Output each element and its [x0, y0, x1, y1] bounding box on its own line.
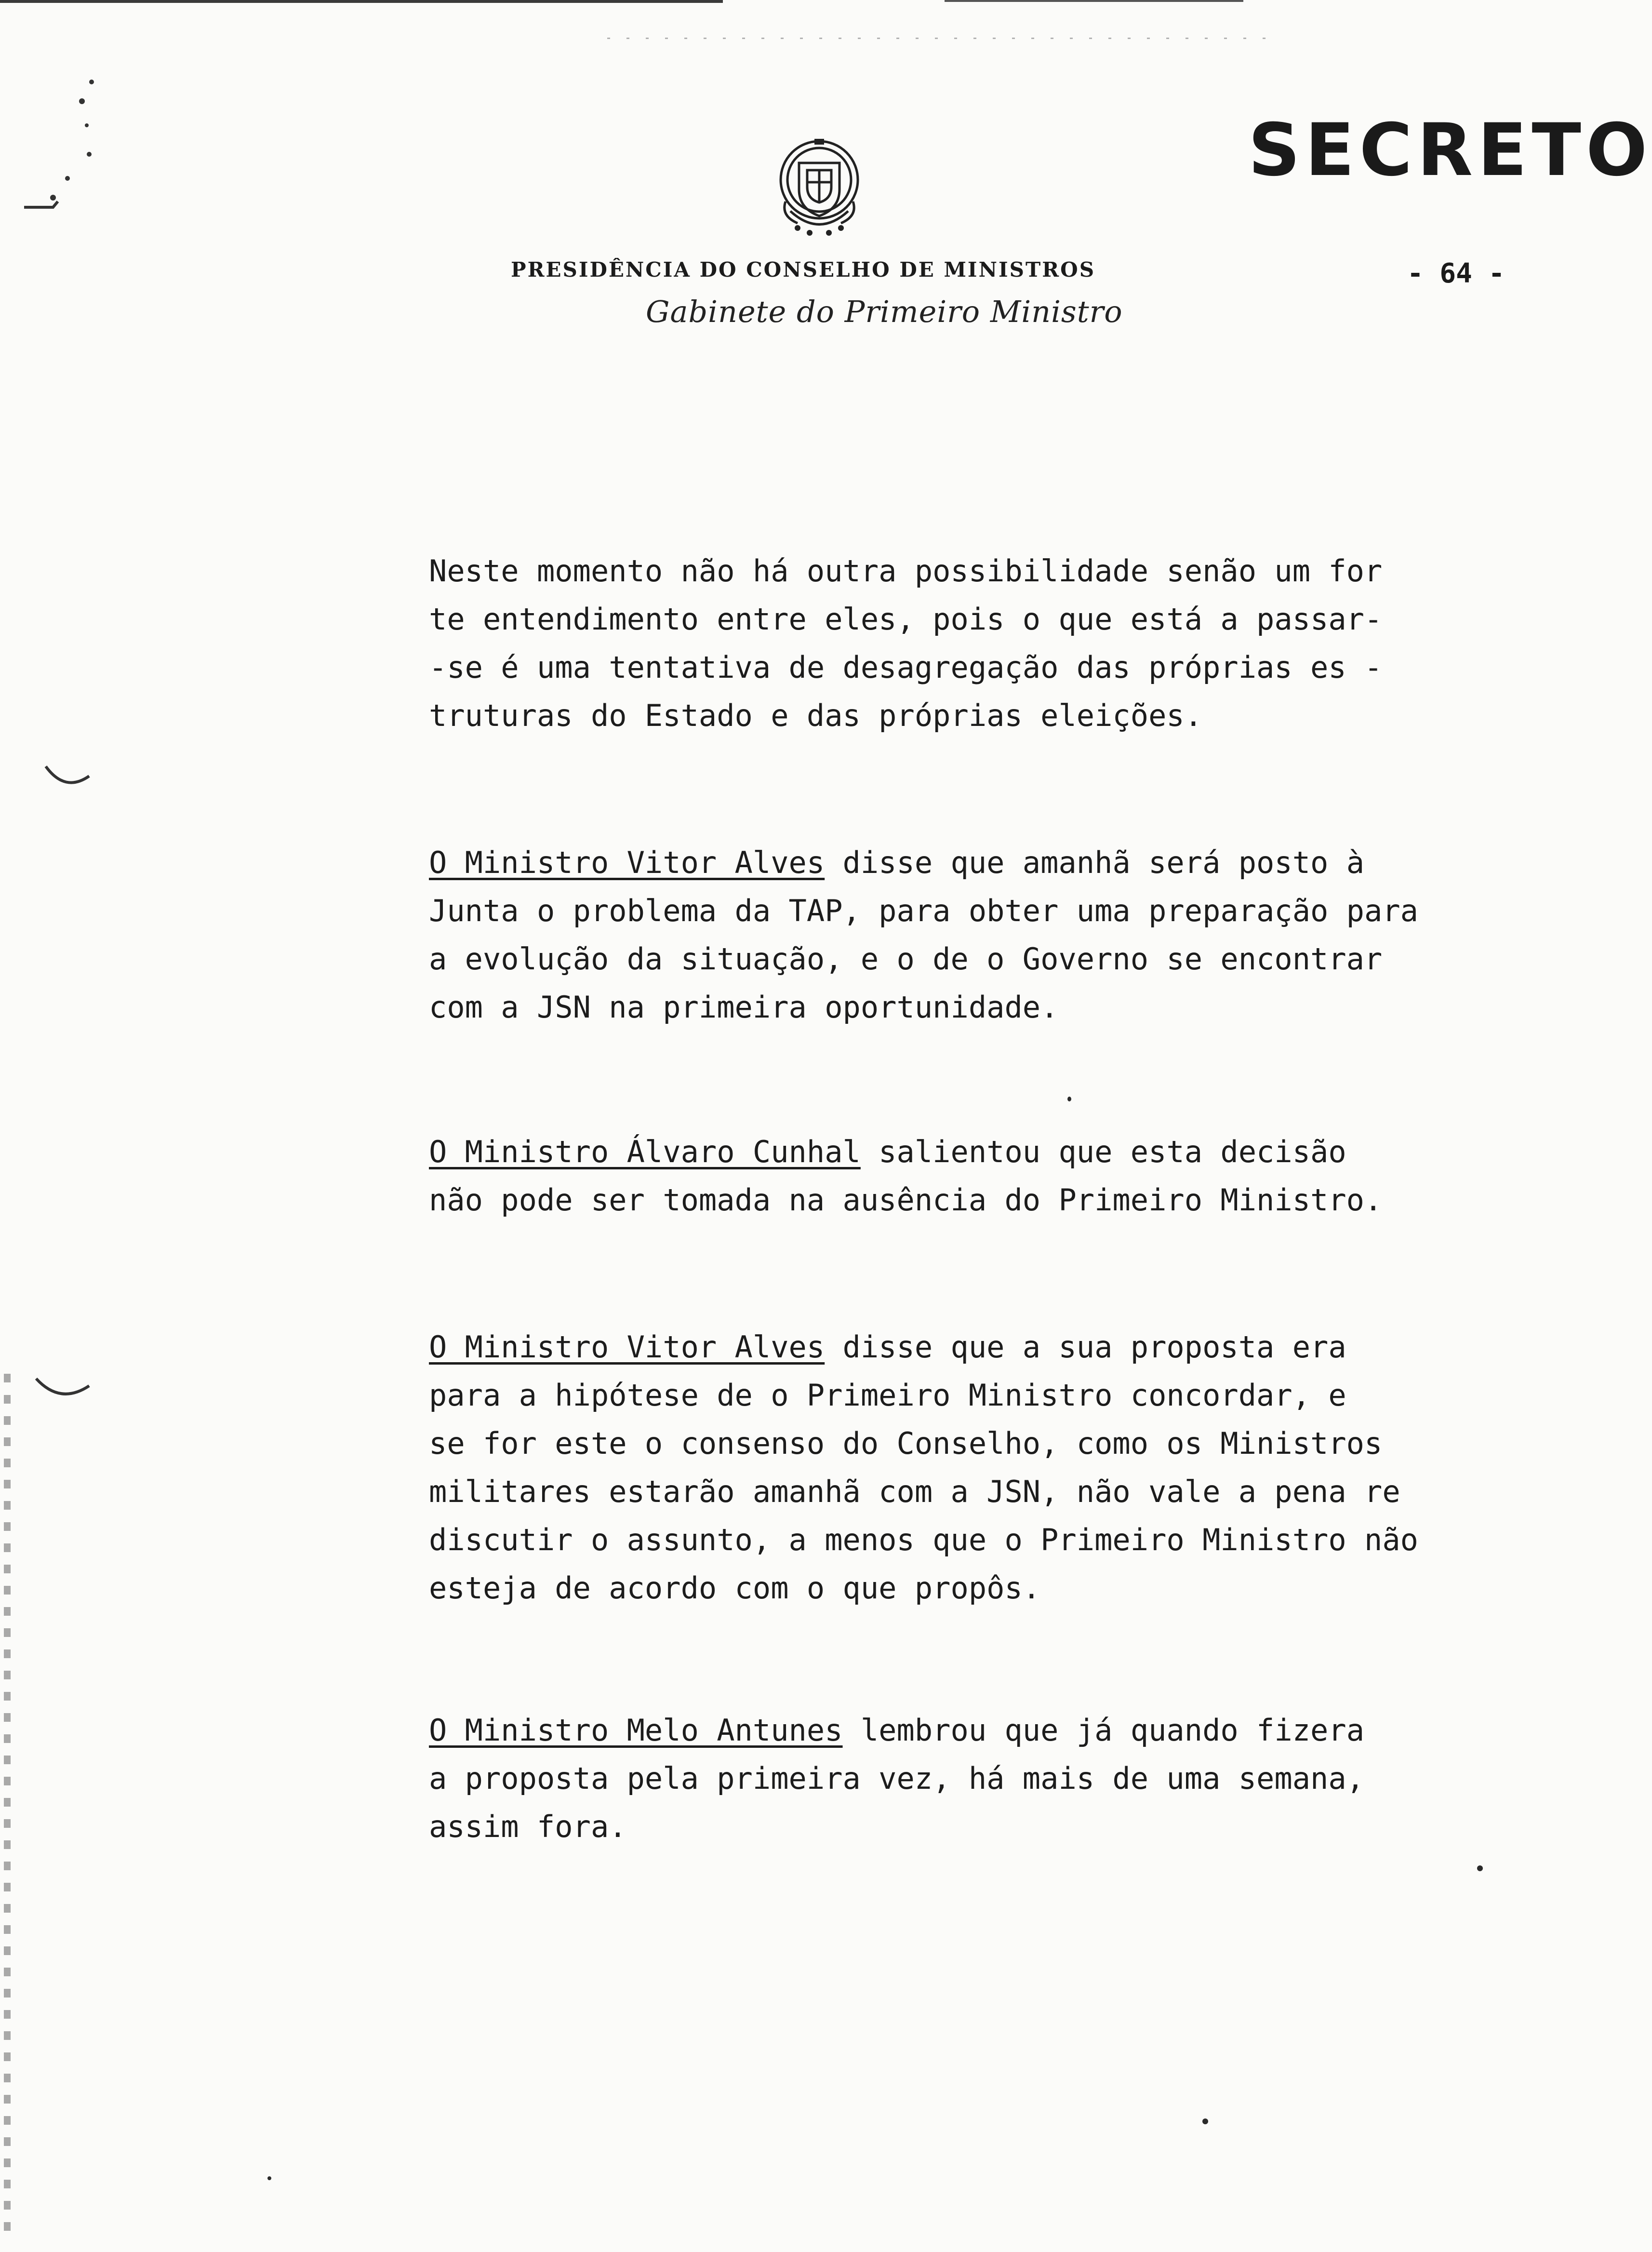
scan-noise [607, 38, 1272, 39]
text-line [429, 1323, 1504, 1371]
classification-stamp: SECRETO [1248, 108, 1652, 192]
text-line [429, 839, 1504, 887]
punch-hole-mark [34, 1374, 92, 1408]
speck [1477, 1865, 1483, 1871]
institution-title: PRESIDÊNCIA DO CONSELHO DE MINISTROS [511, 258, 1096, 282]
speck [267, 2176, 271, 2180]
text-line: -se é uma tentativa de desagregação das próprias es - [429, 650, 1383, 685]
text-line: discutir o assunto, a menos que o Primeiro Ministro não [429, 1522, 1418, 1557]
page-number: - 64 - [1407, 258, 1505, 289]
coat-of-arms-emblem [761, 129, 877, 245]
paragraph [429, 839, 1504, 1032]
text-line: não pode ser tomada na ausência do Primeiro Ministro. [429, 1182, 1383, 1218]
text-line: Junta o problema da TAP, para obter uma preparação para [429, 893, 1418, 928]
top-border-mark [0, 0, 723, 3]
text-line: com a JSN na primeira oportunidade. [429, 990, 1059, 1025]
text-line [429, 1706, 1504, 1755]
text-line: a evolução da situação, e o de o Governo se encontrar [429, 941, 1383, 977]
text-line: militares estarão amanhã com a JSN, não vale a pena re [429, 1474, 1400, 1509]
speck [1067, 1097, 1071, 1101]
text-line: se for este o consenso do Conselho, como os Ministros [429, 1426, 1383, 1461]
text-run: disse que amanhã será posto à [825, 845, 1365, 880]
left-margin-ticks [4, 1374, 11, 2241]
speck [1202, 2118, 1208, 2124]
punch-hole-mark [43, 762, 92, 795]
scan-noise [10, 72, 101, 217]
text-line: truturas do Estado e das próprias eleições. [429, 698, 1203, 733]
text-line: esteja de acordo com o que propôs. [429, 1570, 1041, 1606]
speaker-name: O Ministro Álvaro Cunhal [429, 1134, 861, 1169]
paragraph [429, 1128, 1504, 1224]
paragraph [429, 1706, 1504, 1851]
text-run: lembrou que já quando fizera [842, 1713, 1365, 1748]
text-line: assim fora. [429, 1809, 627, 1844]
text-run: disse que a sua proposta era [825, 1329, 1346, 1365]
text-line: para a hipótese de o Primeiro Ministro concordar, e [429, 1378, 1346, 1413]
speaker-name: O Ministro Vitor Alves [429, 845, 825, 880]
paragraph [429, 547, 1504, 740]
office-subtitle: Gabinete do Primeiro Ministro [646, 294, 1123, 329]
top-border-mark [945, 0, 1243, 2]
text-line [429, 1128, 1504, 1176]
speaker-name: O Ministro Melo Antunes [429, 1713, 843, 1748]
speaker-name: O Ministro Vitor Alves [429, 1329, 825, 1365]
text-line: te entendimento entre eles, pois o que está a passar- [429, 602, 1383, 637]
text-line: a proposta pela primeira vez, há mais de uma semana, [429, 1761, 1365, 1796]
text-run: salientou que esta decisão [860, 1134, 1346, 1169]
text-line: Neste momento não há outra possibilidade senão um for [429, 553, 1383, 589]
paragraph [429, 1323, 1504, 1612]
